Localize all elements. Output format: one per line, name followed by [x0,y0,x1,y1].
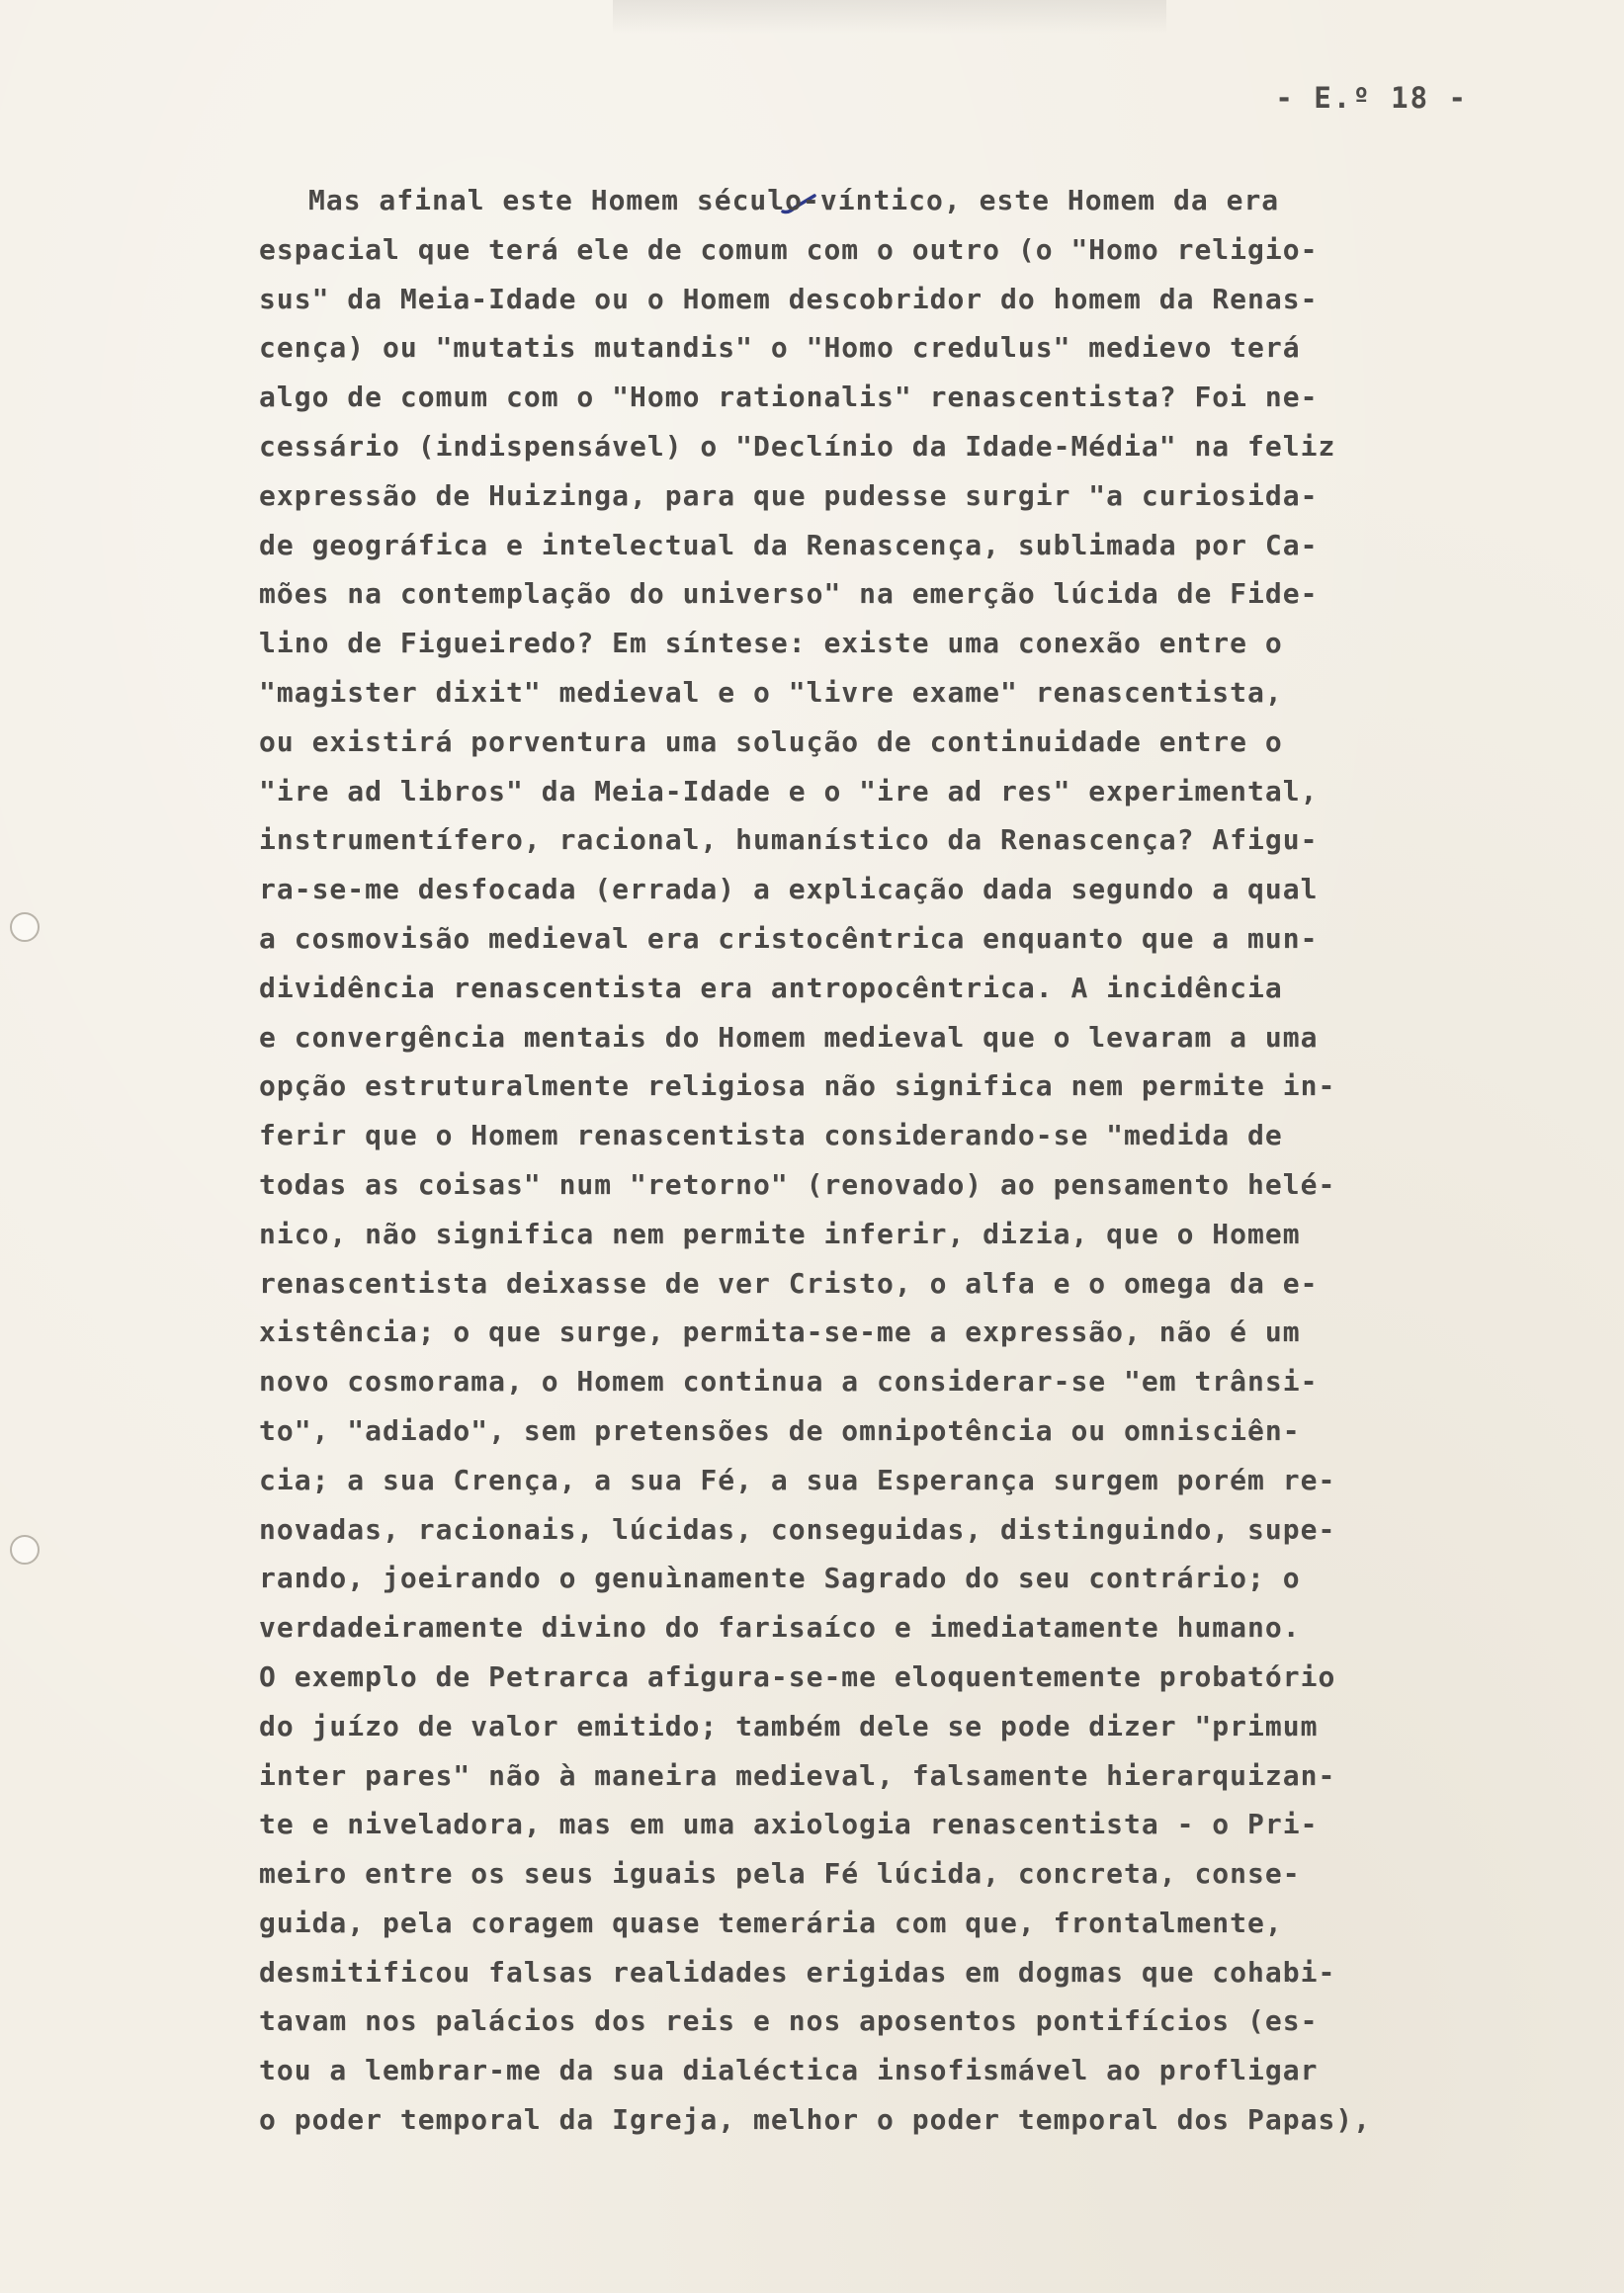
text-line: de geográfica e intelectual da Renascença, sublimada por Ca- [259,528,1319,561]
paper-smudge [613,0,1166,34]
text-line: ra-se-me desfocada (errada) a explicação dada segundo a qual [259,873,1319,906]
text-line: a cosmovisão medieval era cristocêntrica enquanto que a mun- [259,921,1319,955]
text-line: renascentista deixasse de ver Cristo, o alfa e o omega da e- [259,1266,1319,1300]
text-line: guida, pela coragem quase temerária com que, frontalmente, [259,1906,1283,1939]
text-line: novadas, racionais, lúcidas, conseguidas, distinguindo, supe- [259,1512,1336,1546]
text-line: xistência; o que surge, permita-se-me a expressão, não é um [259,1316,1301,1349]
text-line: dividência renascentista era antropocêntrica. A incidência [259,971,1283,1004]
text-line: novo cosmorama, o Homem continua a considerar-se "em trânsi- [259,1365,1319,1399]
text-line: lino de Figueiredo? Em síntese: existe uma conexão entre o [259,627,1283,660]
text-line: do juízo de valor emitido; também dele se pode dizer "primum [259,1709,1319,1742]
text-line: instrumentífero, racional, humanístico da Renascença? Afigu- [259,823,1319,857]
punch-hole-upper [10,912,40,942]
text-line: desmitificou falsas realidades erigidas em dogmas que cohabi- [259,1955,1336,1989]
body-text [259,176,1495,2145]
text-line: sus" da Meia-Idade ou o Homem descobridor do homem da Renas- [259,282,1319,315]
text-line: ou existirá porventura uma solução de continuidade entre o [259,724,1283,758]
text-line: nico, não significa nem permite inferir, dizia, que o Homem [259,1217,1301,1250]
text-line: cença) ou "mutatis mutandis" o "Homo credulus" medievo terá [259,331,1301,365]
text-line: te e niveladora, mas em uma axiologia renascentista - o Pri- [259,1808,1319,1841]
text-line: to", "adiado", sem pretensões de omnipotência ou omnisciên- [259,1413,1301,1447]
page-number: - E.º 18 - [1275,81,1468,115]
text-line: O exemplo de Petrarca afigura-se-me eloquentemente probatório [259,1659,1336,1693]
text-line: verdadeiramente divino do farisaíco e imediatamente humano. [259,1611,1301,1645]
text-line: inter pares" não à maneira medieval, falsamente hierarquizan- [259,1758,1336,1792]
text-line: "magister dixit" medieval e o "livre exame" renascentista, [259,675,1283,709]
text-line: algo de comum com o "Homo rationalis" renascentista? Foi ne- [259,381,1319,414]
text-line: o poder temporal da Igreja, melhor o poder temporal dos Papas), [259,2103,1372,2137]
punch-hole-lower [10,1535,40,1565]
text-line: todas as coisas" num "retorno" (renovado) ao pensamento helé- [259,1167,1336,1201]
text-line: e convergência mentais do Homem medieval que o levaram a uma [259,1020,1319,1054]
text-line: cessário (indispensável) o "Declínio da Idade-Média" na feliz [259,429,1336,463]
text-line: espacial que terá ele de comum com o outro (o "Homo religio- [259,232,1319,266]
text-line: mões na contemplação do universo" na emerção lúcida de Fide- [259,577,1319,611]
text-line: opção estruturalmente religiosa não significa nem permite in- [259,1069,1336,1103]
text-line: meiro entre os seus iguais pela Fé lúcida, concreta, conse- [259,1857,1301,1891]
text-line: tou a lembrar-me da sua dialéctica insofismável ao profligar [259,2054,1319,2087]
text-line: "ire ad libros" da Meia-Idade e o "ire ad res" experimental, [259,774,1319,807]
text-line: cia; a sua Crença, a sua Fé, a sua Esperança surgem porém re- [259,1463,1336,1496]
text-line: Mas afinal este Homem século-víntico, este Homem da era [308,184,1280,216]
text-line: expressão de Huizinga, para que pudesse surgir "a curiosida- [259,478,1319,512]
text-line: ferir que o Homem renascentista considerando-se "medida de [259,1119,1283,1152]
text-line: tavam nos palácios dos reis e nos aposentos pontifícios (es- [259,2004,1319,2038]
text-line: rando, joeirando o genuìnamente Sagrado do seu contrário; o [259,1562,1301,1595]
